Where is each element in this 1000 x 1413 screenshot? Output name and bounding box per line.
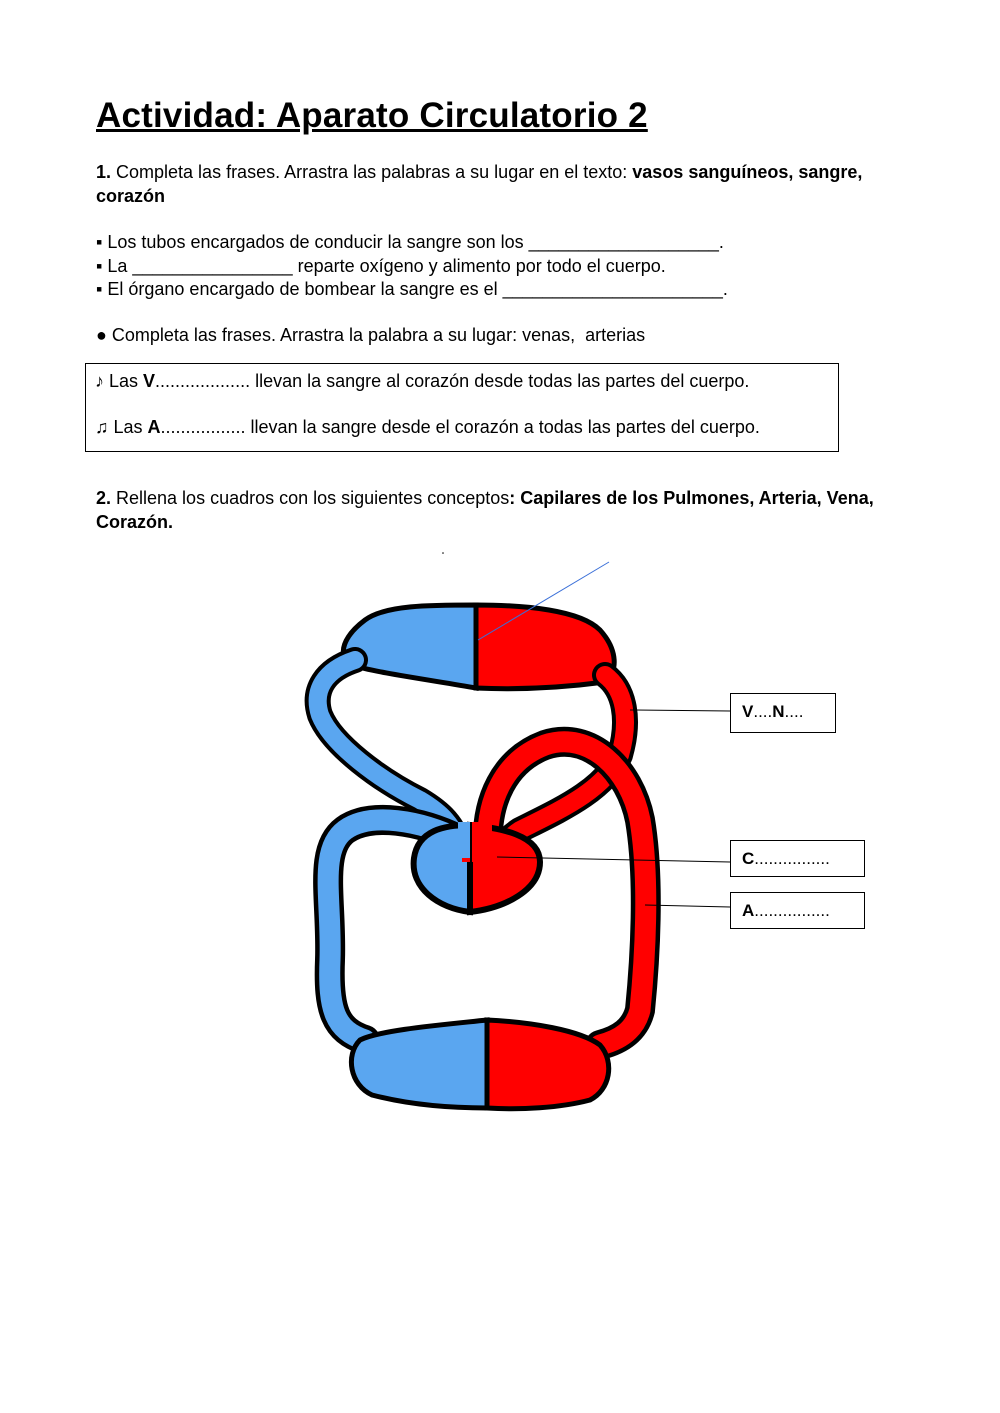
arterias-suffix: ................. llevan la sangre desde el corazón a todas las partes del cuerpo. (160, 417, 760, 437)
question-1-word-bank: vasos sanguíneos, sangre, corazón (96, 162, 863, 206)
body-capillaries-blue (351, 1020, 487, 1108)
corazon-label-box[interactable] (730, 840, 865, 877)
venas-letter: V (143, 371, 156, 391)
corazon-label-dots: ................ (754, 849, 830, 868)
vena-label-dots-1: .... (753, 702, 773, 721)
sub-instruction: ● Completa las frases. Arrastra la palabra a su lugar: venas, arterias (96, 325, 646, 345)
question-1-text: Completa las frases. Arrastra las palabras a su lugar en el texto: (111, 162, 633, 182)
body-capillaries-red (487, 1020, 609, 1109)
vena-label-letter-n: N (772, 702, 785, 721)
question-2-text: Rellena los cuadros con los siguientes conceptos (111, 488, 510, 508)
venas-suffix: ................... llevan la sangre al corazón desde todas las partes del cuerpo. (155, 371, 750, 391)
venas-prefix: ♪ Las (95, 371, 144, 391)
vena-label-letter-v: V (742, 702, 754, 721)
lung-capillaries-blue (343, 605, 476, 688)
question-2-concepts: : Capilares de los Pulmones, Arteria, Vena, Corazón. (96, 488, 874, 532)
sentence-2: ▪ La ________________ reparte oxígeno y alimento por todo el cuerpo. (96, 256, 666, 276)
corazon-label-letter: C (742, 849, 755, 868)
arterias-prefix: ♫ Las (95, 417, 148, 437)
vena-label-box[interactable] (730, 693, 836, 733)
arteria-label-letter: A (742, 901, 755, 920)
arteria-label-box[interactable] (730, 892, 865, 929)
question-2-number: 2. (96, 488, 112, 508)
arterias-letter: A (147, 417, 161, 437)
page-title: Actividad: Aparato Circulatorio 2 (96, 96, 648, 135)
sentence-3: ▪ El órgano encargado de bombear la sangre es el ______________________. (96, 279, 728, 299)
arteria-label-dots: ................ (754, 901, 830, 920)
sentence-1: ▪ Los tubos encargados de conducir la sangre son los ___________________. (96, 232, 724, 252)
pointer-line-vena (630, 710, 730, 711)
question-1-number: 1. (96, 162, 112, 182)
vena-label-dots-2: .... (784, 702, 804, 721)
